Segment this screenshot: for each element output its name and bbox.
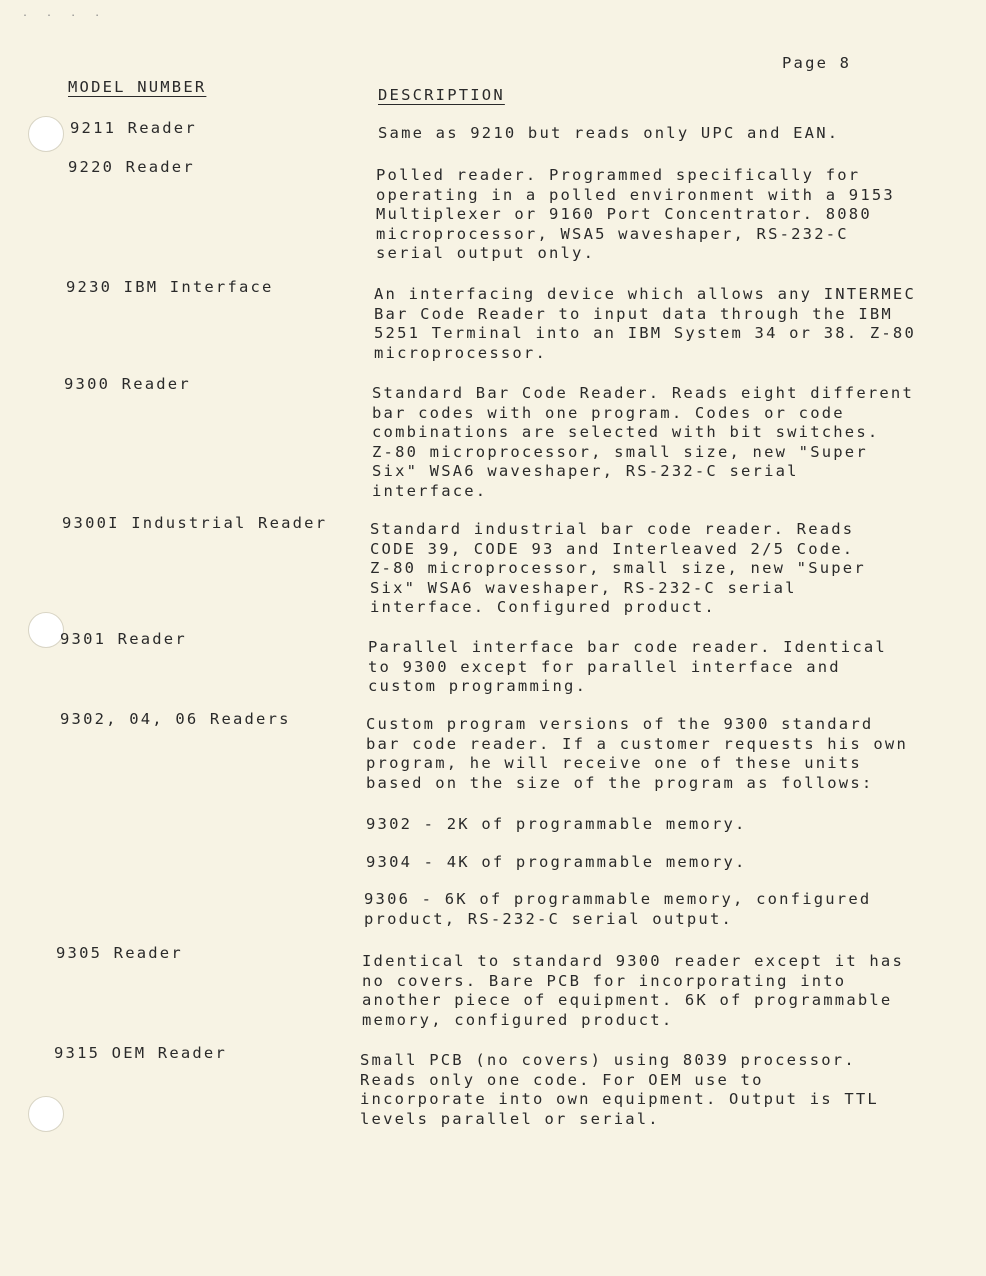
punch-hole-top [28,116,64,152]
model-9300i: 9300I Industrial Reader [62,514,328,532]
page-number: Page 8 [782,54,852,72]
model-9300: 9300 Reader [64,375,191,393]
description-9300: Standard Bar Code Reader. Reads eight different bar codes with one program. Codes or code combinations are selected with bit switches. Z-80 microprocessor, small size, new "Super Six" WSA6 waveshaper, RS-232-C serial interface. [372,384,914,500]
header-model-number: MODEL NUMBER [68,78,207,96]
model-9302-04-06: 9302, 04, 06 Readers [60,710,291,728]
description-9306-memory: 9306 - 6K of programmable memory, configured product, RS-232-C serial output. [364,890,872,928]
scan-specks: . . . . [22,8,107,19]
description-9315-oem: Small PCB (no covers) using 8039 processor. Reads only one code. For OEM use to incorporate into own equipment. Output is TTL levels parallel or serial. [360,1051,879,1128]
model-9301: 9301 Reader [60,630,187,648]
punch-hole-middle [28,612,64,648]
model-9305: 9305 Reader [56,944,183,962]
header-description: DESCRIPTION [378,86,505,104]
description-9304-memory: 9304 - 4K of programmable memory. [366,853,747,871]
model-9315-oem: 9315 OEM Reader [54,1044,227,1062]
description-9305: Identical to standard 9300 reader except it has no covers. Bare PCB for incorporating into another piece of equipment. 6K of programmable memory, configured product. [362,952,904,1029]
punch-hole-bottom [28,1096,64,1132]
description-9302-04-06: Custom program versions of the 9300 standard bar code reader. If a customer requests his own program, he will receive one of these units based on the size of the program as follows: [366,715,908,792]
description-9211: Same as 9210 but reads only UPC and EAN. [378,124,840,142]
description-9301: Parallel interface bar code reader. Identical to 9300 except for parallel interface and custom programming. [368,638,887,695]
description-9220: Polled reader. Programmed specifically for operating in a polled environment with a 9153 Multiplexer or 9160 Port Concentrator. 8080 microprocessor, WSA5 waveshaper, RS-232-C serial output only. [376,166,895,262]
description-9300i: Standard industrial bar code reader. Reads CODE 39, CODE 93 and Interleaved 2/5 Code. Z-80 microprocessor, small size, new "Super Six" WSA6 waveshaper, RS-232-C serial interface. Configured product. [370,520,866,616]
model-9230: 9230 IBM Interface [66,278,274,296]
description-9230: An interfacing device which allows any INTERMEC Bar Code Reader to input data through the IBM 5251 Terminal into an IBM System 34 or 38. Z-80 microprocessor. [374,285,916,362]
model-9211: 9211 Reader [70,119,197,137]
model-9220: 9220 Reader [68,158,195,176]
description-9302-memory: 9302 - 2K of programmable memory. [366,815,747,833]
